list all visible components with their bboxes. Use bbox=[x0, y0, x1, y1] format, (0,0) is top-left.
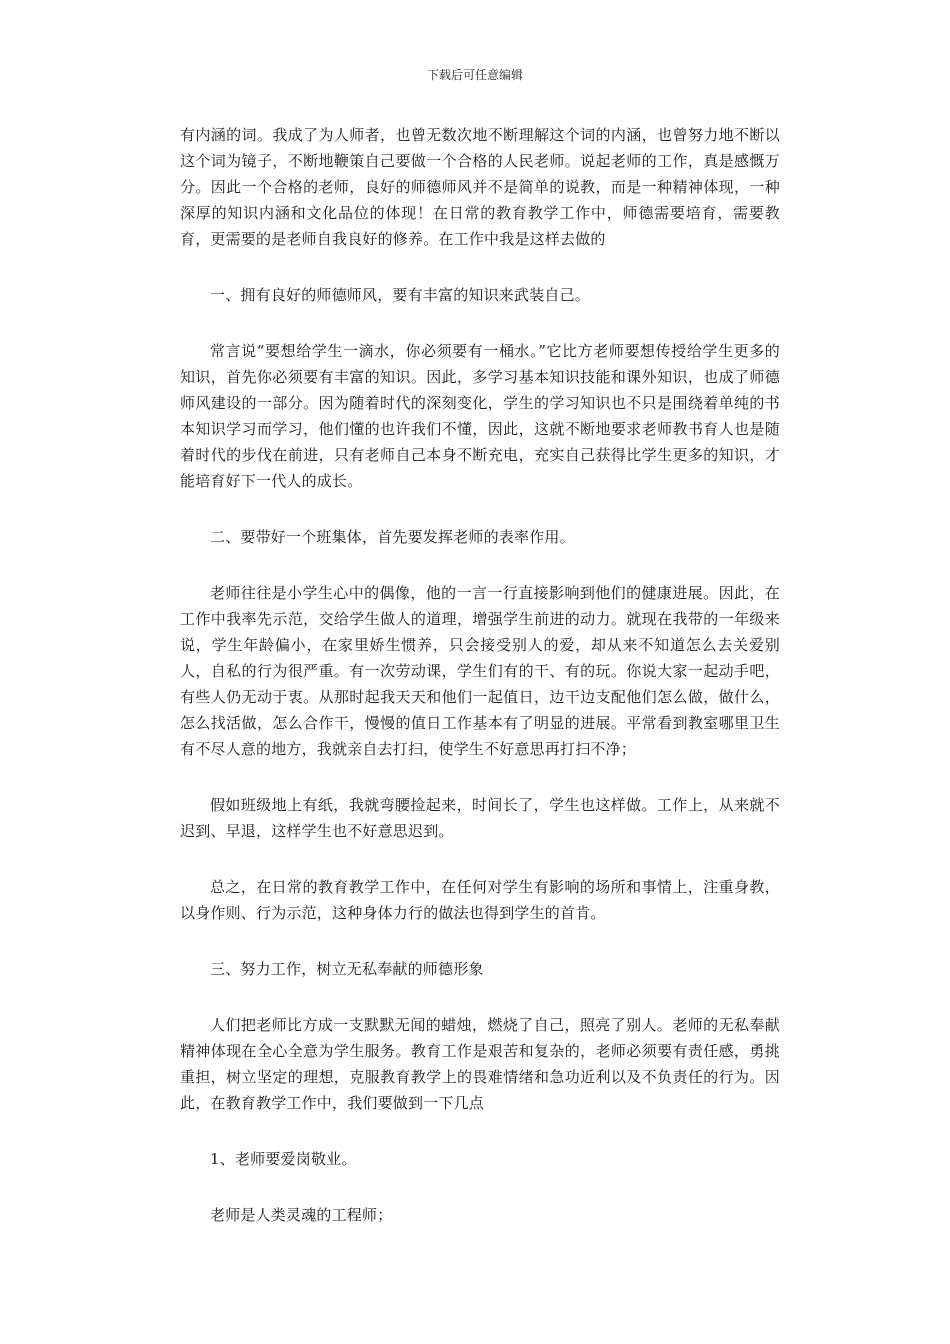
section-heading: 一、拥有良好的师德师风，要有丰富的知识来武装自己。 bbox=[210, 286, 591, 304]
paragraph: 总之，在日常的教育教学工作中，在任何对学生有影响的场所和事情上，注重身教，以身作则、行为示范，这种身体力行的做法也得到学生的首肯。 bbox=[180, 878, 780, 922]
section-heading: 二、要带好一个班集体，首先要发挥老师的表率作用。 bbox=[210, 528, 575, 546]
paragraph: 假如班级地上有纸，我就弯腰捡起来，时间长了，学生也这样做。工作上，从来就不迟到、早退，这样学生也不好意思迟到。 bbox=[180, 796, 780, 840]
list-item-heading: 1、老师要爱岗敬业。 bbox=[210, 1150, 357, 1168]
paragraph: 老师是人类灵魂的工程师； bbox=[210, 1206, 393, 1224]
document-body bbox=[180, 122, 780, 1258]
paragraph: 人们把老师比方成一支默默无闻的蜡烛，燃烧了自己，照亮了别人。老师的无私奉献精神体现在全心全意为学生服务。教育工作是艰苦和复杂的，老师必须要有责任感，勇挑重担，树立坚定的理想，克服教育教学上的畏难情绪和急功近利以及不负责任的行为。因此，在教育教学工作中，我们要做到一下几点 bbox=[180, 1016, 780, 1112]
page-header-note: 下载后可任意编辑 bbox=[426, 68, 523, 82]
paragraph: 常言说“要想给学生一滴水，你必须要有一桶水。”它比方老师要想传授给学生更多的知识，首先你必须要有丰富的知识。因此，多学习基本知识技能和课外知识，也成了师德师风建设的一部分。因为随着时代的深刻变化，学生的学习知识也不只是围绕着单纯的书本知识学习而学习，他们懂的也许我们不懂，因此，这就不断地要求老师教书育人也是随着时代的步伐在前进，只有老师自己本身不断充电，充实自己获得比学生更多的知识，才能培育好下一代人的成长。 bbox=[180, 342, 780, 490]
paragraph: 老师往往是小学生心中的偶像，他的一言一行直接影响到他们的健康进展。因此，在工作中我率先示范，交给学生做人的道理，增强学生前进的动力。就现在我带的一年级来说，学生年龄偏小，在家里娇生惯养，只会接受别人的爱，却从来不知道怎么去关爱别人，自私的行为很严重。有一次劳动课，学生们有的干、有的玩。你说大家一起动手吧，有些人仍无动于衷。从那时起我天天和他们一起值日，边干边支配他们怎么做，做什么，怎么找活做，怎么合作干，慢慢的值日工作基本有了明显的进展。平常看到教室哪里卫生有不尽人意的地方，我就亲自去打扫，使学生不好意思再打扫不净； bbox=[180, 584, 780, 758]
section-heading: 三、努力工作，树立无私奉献的师德形象 bbox=[210, 960, 484, 978]
paragraph: 有内涵的词。我成了为人师者，也曾无数次地不断理解这个词的内涵，也曾努力地不断以这个词为镜子，不断地鞭策自己要做一个合格的人民老师。说起老师的工作，真是感慨万分。因此一个合格的老师，良好的师德师风并不是简单的说教，而是一种精神体现，一种深厚的知识内涵和文化品位的体现！在日常的教育教学工作中，师德需要培育，需要教育，更需要的是老师自我良好的修养。在工作中我是这样去做的 bbox=[180, 126, 780, 248]
